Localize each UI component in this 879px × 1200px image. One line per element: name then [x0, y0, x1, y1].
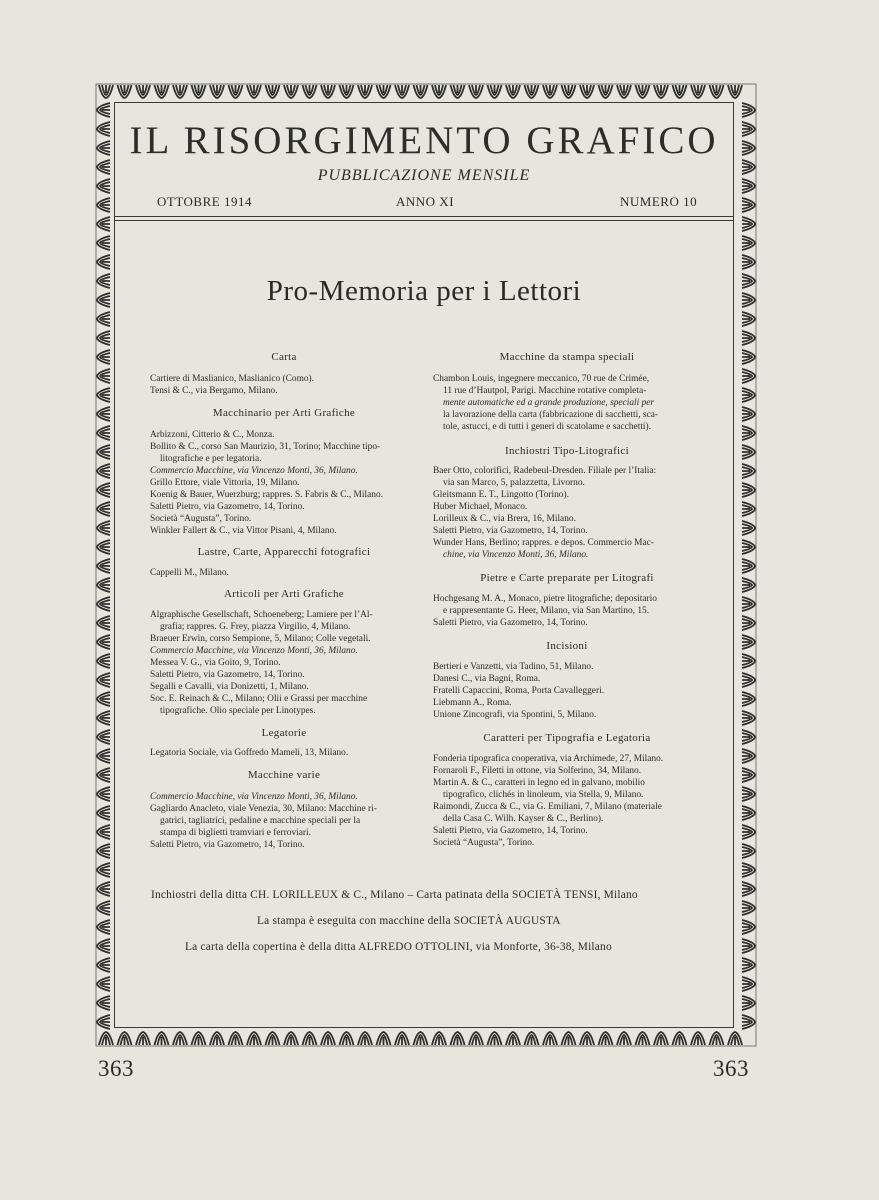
border-ornament	[97, 464, 110, 478]
border-ornament	[97, 749, 110, 763]
border-ornament	[97, 540, 110, 554]
footer-line-2: La stampa è eseguita con macchine della SOCIETÀ AUGUSTA	[257, 915, 561, 927]
border-ornament	[118, 85, 132, 98]
footer-line-1: Inchiostri della ditta CH. LORILLEUX & C., Milano – Carta patinata della SOCIETÀ TENSI, Milano	[151, 889, 638, 901]
list-item: Tensi & C., via Bergamo, Milano.	[150, 386, 278, 396]
border-ornament	[340, 85, 354, 98]
list-item: Gagliardo Anacleto, viale Venezia, 30, Milano: Macchine ri-	[150, 804, 377, 814]
border-ornament	[136, 1032, 150, 1045]
border-ornament	[742, 920, 755, 934]
border-ornament	[543, 1032, 557, 1045]
section-heading-inchiostri: Inchiostri Tipo-Litografici	[505, 445, 629, 457]
border-ornament	[173, 1032, 187, 1045]
list-item	[433, 386, 701, 397]
list-item: Cartiere di Maslianico, Maslianico (Como).	[150, 374, 315, 384]
footer-line-3: La carta della copertina è della ditta ALFREDO OTTOLINI, via Monforte, 36-38, Milano	[185, 941, 612, 953]
list-item: Fonderia tipografica cooperativa, via Archimede, 27, Milano.	[433, 754, 664, 764]
list-item: Soc. E. Reinach & C., Milano; Olii e Grassi per macchine	[150, 694, 368, 704]
list-item: Bertieri e Vanzetti, via Tadino, 51, Milano.	[433, 662, 594, 672]
list-item: Grillo Ettore, viale Vittoria, 19, Milano.	[150, 478, 300, 488]
border-ornament	[97, 331, 110, 345]
border-ornament	[742, 654, 755, 668]
list-item: Società “Augusta”, Torino.	[150, 514, 252, 524]
border-ornament	[97, 578, 110, 592]
list-item	[433, 422, 701, 433]
border-ornament	[97, 711, 110, 725]
header-rule-2	[114, 220, 734, 221]
list-item	[433, 550, 701, 561]
border-ornament	[728, 1032, 742, 1045]
list-item: Saletti Pietro, via Gazometro, 14, Torino.	[150, 502, 305, 512]
border-ornament	[321, 1032, 335, 1045]
section-heading-pietre: Pietre e Carte preparate per Litografi	[480, 572, 654, 584]
list-item	[433, 478, 701, 489]
list-item-continuation: stampa di biglietti tramviari e ferroviari.	[160, 828, 311, 838]
border-ornament	[377, 1032, 391, 1045]
border-ornament	[97, 882, 110, 896]
border-ornament	[525, 1032, 539, 1045]
border-ornament	[451, 85, 465, 98]
border-ornament	[97, 863, 110, 877]
list-item: Saletti Pietro, via Gazometro, 14, Torino.	[433, 618, 588, 628]
border-ornament	[97, 939, 110, 953]
border-ornament	[742, 863, 755, 877]
border-ornament	[691, 1032, 705, 1045]
border-ornament	[742, 711, 755, 725]
list-item: Commercio Macchine, via Vincenzo Monti, 36, Milano.	[150, 466, 358, 476]
border-ornament	[97, 160, 110, 174]
border-ornament	[636, 1032, 650, 1045]
border-ornament	[742, 578, 755, 592]
masthead-subtitle: PUBBLICAZIONE MENSILE	[317, 167, 531, 184]
section-heading-lastre: Lastre, Carte, Apparecchi fotografici	[197, 546, 371, 558]
issue-number: NUMERO 10	[620, 194, 698, 209]
border-ornament	[673, 1032, 687, 1045]
page-number-left: 363	[98, 1056, 134, 1081]
border-ornament	[742, 977, 755, 991]
border-ornament	[97, 996, 110, 1010]
border-ornament	[742, 559, 755, 573]
border-ornament	[303, 85, 317, 98]
header-rule	[114, 216, 734, 217]
border-ornament	[210, 85, 224, 98]
border-ornament	[97, 616, 110, 630]
issue-year: ANNO XI	[396, 194, 455, 209]
border-ornament	[266, 1032, 280, 1045]
list-item	[433, 410, 701, 421]
border-ornament	[506, 85, 520, 98]
border-ornament	[742, 635, 755, 649]
border-ornament	[742, 464, 755, 478]
list-item: Winkler Fallert & C., via Vittor Pisani, 4, Milano.	[150, 526, 337, 536]
border-ornament	[155, 85, 169, 98]
list-item: Koenig & Bauer, Wuerzburg; rappres. S. Fabris & C., Milano.	[150, 490, 383, 500]
border-ornament	[99, 85, 113, 98]
list-item: Saletti Pietro, via Gazometro, 14, Torino.	[433, 526, 588, 536]
border-ornament	[742, 350, 755, 364]
border-ornament	[742, 673, 755, 687]
border-ornament	[97, 806, 110, 820]
list-item-continuation: e rappresentante G. Heer, Milano, via San Martino, 15.	[443, 606, 650, 616]
border-ornament	[192, 85, 206, 98]
border-ornament	[229, 1032, 243, 1045]
list-item	[433, 790, 701, 801]
border-ornament	[414, 1032, 428, 1045]
border-ornament	[358, 1032, 372, 1045]
border-ornament	[97, 255, 110, 269]
border-ornament	[636, 85, 650, 98]
list-item	[150, 454, 418, 465]
border-ornament	[395, 1032, 409, 1045]
border-ornament	[97, 312, 110, 326]
list-item: Braeuer Erwin, corso Sempione, 5, Milano; Colle vegetali.	[150, 634, 371, 644]
list-item	[433, 398, 701, 409]
border-ornament	[742, 445, 755, 459]
border-ornament	[97, 236, 110, 250]
section-heading-macchinario: Macchinario per Arti Grafiche	[212, 407, 356, 419]
page-title: Pro-Memoria per i Lettori	[266, 275, 582, 307]
border-ornament	[247, 85, 261, 98]
border-ornament	[97, 217, 110, 231]
border-ornament	[451, 1032, 465, 1045]
list-item-continuation: la lavorazione della carta (fabbricazione di sacchetti, sca-	[443, 410, 658, 420]
border-ornament	[97, 122, 110, 136]
border-ornament	[617, 85, 631, 98]
list-item-continuation: tipografico, clichés in linoleum, via Stella, 9, Milano.	[443, 790, 644, 800]
border-ornament	[247, 1032, 261, 1045]
border-ornament	[742, 958, 755, 972]
border-ornament	[742, 255, 755, 269]
border-ornament	[728, 85, 742, 98]
list-item: Saletti Pietro, via Gazometro, 14, Torino.	[150, 840, 305, 850]
border-ornament	[97, 103, 110, 117]
border-ornament	[742, 407, 755, 421]
list-item: Bollito & C., corso San Maurizio, 31, Torino; Macchine tipo-	[150, 442, 381, 452]
border-ornament	[742, 806, 755, 820]
border-ornament	[742, 844, 755, 858]
list-item: Unione Zincografi, via Spontini, 5, Milano.	[433, 710, 597, 720]
list-item-continuation: mente automatiche ed a grande produzione, speciali per	[443, 398, 655, 408]
border-ornament	[580, 85, 594, 98]
border-ornament	[654, 85, 668, 98]
border-ornament	[97, 407, 110, 421]
border-ornament	[97, 274, 110, 288]
border-ornament	[432, 85, 446, 98]
border-ornament	[97, 445, 110, 459]
border-ornament	[562, 85, 576, 98]
list-item	[433, 606, 701, 617]
list-item: Legatoria Sociale, via Goffredo Mameli, 13, Milano.	[150, 748, 349, 758]
border-ornament	[525, 85, 539, 98]
border-ornament	[97, 673, 110, 687]
border-ornament	[395, 85, 409, 98]
border-ornament	[742, 730, 755, 744]
border-ornament	[742, 882, 755, 896]
border-ornament	[742, 939, 755, 953]
border-ornament	[97, 901, 110, 915]
border-ornament	[97, 844, 110, 858]
border-ornament	[742, 692, 755, 706]
border-ornament	[97, 958, 110, 972]
border-ornament	[742, 502, 755, 516]
border-ornament	[136, 85, 150, 98]
border-ornament	[742, 483, 755, 497]
list-item: Algraphische Gesellschaft, Schoeneberg; Lamiere per l’Al-	[150, 610, 373, 620]
border-ornament	[742, 369, 755, 383]
border-ornament	[506, 1032, 520, 1045]
list-item-continuation: 11 rue d’Hautpol, Parigi. Macchine rotative completa-	[443, 386, 647, 396]
border-ornament	[210, 1032, 224, 1045]
list-item: Liebmann A., Roma.	[433, 698, 512, 708]
list-item: Huber Michael, Monaco.	[433, 502, 528, 512]
border-ornament	[742, 160, 755, 174]
list-item: Chambon Louis, ingegnere meccanico, 70 rue de Crimée,	[433, 374, 650, 384]
border-ornament	[617, 1032, 631, 1045]
border-ornament	[742, 312, 755, 326]
border-ornament	[97, 350, 110, 364]
border-ornament	[742, 1015, 755, 1029]
list-item: Baer Otto, colorifici, Radebeul-Dresden. Filiale per l’Italia:	[433, 466, 657, 476]
list-item: Danesi C., via Bagni, Roma.	[433, 674, 541, 684]
border-ornament	[377, 85, 391, 98]
border-ornament	[562, 1032, 576, 1045]
list-item: Wunder Hans, Berlino; rappres. e depos. Commercio Mac-	[433, 538, 654, 548]
list-item: Arbizzoni, Citterio & C., Monza.	[150, 430, 275, 440]
section-heading-carta: Carta	[271, 351, 297, 363]
border-ornament	[340, 1032, 354, 1045]
border-ornament	[97, 198, 110, 212]
list-item	[150, 816, 418, 827]
border-ornament	[97, 141, 110, 155]
border-ornament	[742, 179, 755, 193]
list-item: Commercio Macchine, via Vincenzo Monti, 36, Milano.	[150, 646, 358, 656]
border-ornament	[97, 293, 110, 307]
border-ornament	[97, 1015, 110, 1029]
border-ornament	[97, 521, 110, 535]
list-item: Martin A. & C., caratteri in legno ed in galvano, mobilio	[433, 778, 645, 788]
border-ornament	[97, 787, 110, 801]
border-ornament	[97, 426, 110, 440]
list-item: Segalli e Cavalli, via Donizetti, 1, Milano.	[150, 682, 309, 692]
left-column	[150, 352, 418, 852]
border-ornament	[97, 768, 110, 782]
list-item-continuation: via san Marco, 5, palazzetta, Livorno.	[443, 478, 585, 488]
border-ornament	[742, 787, 755, 801]
list-item-continuation: litografiche e per legatoria.	[160, 454, 262, 464]
border-ornament	[284, 1032, 298, 1045]
border-ornament	[414, 85, 428, 98]
border-ornament	[97, 730, 110, 744]
list-item: Messea V. G., via Goito, 9, Torino.	[150, 658, 281, 668]
list-item: Gleitsmann E. T., Lingotto (Torino).	[433, 490, 569, 500]
border-ornament	[97, 369, 110, 383]
list-item: Cappelli M., Milano.	[150, 568, 229, 578]
border-ornament	[266, 85, 280, 98]
border-ornament	[742, 103, 755, 117]
list-item: Fornaroli F., Filetti in ottone, via Solferino, 34, Milano.	[433, 766, 642, 776]
border-ornament	[742, 616, 755, 630]
border-ornament	[580, 1032, 594, 1045]
border-ornament	[173, 85, 187, 98]
border-ornament	[742, 597, 755, 611]
masthead-title: IL RISORGIMENTO GRAFICO	[129, 119, 719, 162]
border-ornament	[97, 635, 110, 649]
border-ornament	[710, 1032, 724, 1045]
list-item: Saletti Pietro, via Gazometro, 14, Torino.	[150, 670, 305, 680]
border-ornament	[488, 85, 502, 98]
border-ornament	[742, 293, 755, 307]
border-ornament	[97, 654, 110, 668]
border-ornament	[742, 141, 755, 155]
list-item	[433, 814, 701, 825]
list-item-continuation: tole, astucci, e di tutti i generi di scatolame e sacchetti).	[443, 422, 651, 432]
border-ornament	[742, 768, 755, 782]
border-ornament	[599, 85, 613, 98]
border-ornament	[742, 331, 755, 345]
border-ornament	[742, 217, 755, 231]
border-ornament	[710, 85, 724, 98]
border-ornament	[432, 1032, 446, 1045]
list-item: Società “Augusta”, Torino.	[433, 838, 535, 848]
border-ornament	[97, 692, 110, 706]
border-ornament	[543, 85, 557, 98]
border-ornament	[742, 825, 755, 839]
border-ornament	[303, 1032, 317, 1045]
list-item-continuation: grafia; rappres. G. Frey, piazza Virgilio, 4, Milano.	[160, 622, 351, 632]
section-heading-caratteri: Caratteri per Tipografia e Legatoria	[483, 732, 651, 744]
border-ornament	[97, 977, 110, 991]
border-ornament	[358, 85, 372, 98]
border-ornament	[97, 825, 110, 839]
section-heading-varie: Macchine varie	[247, 769, 321, 781]
section-heading-articoli: Articoli per Arti Grafiche	[224, 588, 344, 600]
border-ornament	[97, 559, 110, 573]
list-item-continuation: tipografiche. Olio speciale per Linotypes.	[160, 706, 316, 716]
border-ornament	[673, 85, 687, 98]
border-ornament	[742, 521, 755, 535]
border-ornament	[97, 388, 110, 402]
border-ornament	[155, 1032, 169, 1045]
list-item: Saletti Pietro, via Gazometro, 14, Torino.	[433, 826, 588, 836]
section-heading-speciali: Macchine da stampa speciali	[499, 351, 635, 363]
border-ornament	[118, 1032, 132, 1045]
border-ornament	[284, 85, 298, 98]
list-item: Hochgesang M. A., Monaco, pietre litografiche; depositario	[433, 594, 657, 604]
right-column	[433, 352, 701, 852]
border-ornament	[97, 179, 110, 193]
border-ornament	[742, 749, 755, 763]
list-item	[150, 622, 418, 633]
border-ornament	[99, 1032, 113, 1045]
border-ornament	[742, 996, 755, 1010]
list-item: Commercio Macchine, via Vincenzo Monti, 36, Milano.	[150, 792, 358, 802]
border-ornament	[742, 236, 755, 250]
border-ornament	[742, 198, 755, 212]
section-heading-incisioni: Incisioni	[546, 640, 588, 652]
border-ornament	[488, 1032, 502, 1045]
section-heading-legatorie: Legatorie	[261, 727, 307, 739]
list-item: Fratelli Capaccini, Roma, Porta Cavalleggeri.	[433, 686, 605, 696]
border-ornament	[742, 901, 755, 915]
border-ornament	[691, 85, 705, 98]
border-ornament	[742, 274, 755, 288]
list-item: Raimondi, Zucca & C., via G. Emiliani, 7, Milano (materiale	[433, 802, 662, 812]
list-item-continuation: della Casa C. Wilh. Kayser & C., Berlino).	[443, 814, 604, 824]
list-item	[150, 706, 418, 717]
border-ornament	[654, 1032, 668, 1045]
border-ornament	[97, 920, 110, 934]
border-ornament	[97, 483, 110, 497]
border-ornament	[469, 85, 483, 98]
border-ornament	[97, 502, 110, 516]
border-ornament	[742, 426, 755, 440]
list-item-continuation: gatrici, tagliatrici, pedaline e macchine speciali per la	[160, 816, 361, 826]
list-item	[150, 828, 418, 839]
border-ornament	[229, 85, 243, 98]
border-ornament	[742, 122, 755, 136]
border-ornament	[599, 1032, 613, 1045]
border-ornament	[321, 85, 335, 98]
list-item-continuation: chine, via Vincenzo Monti, 36, Milano.	[443, 550, 589, 560]
border-ornament	[97, 597, 110, 611]
issue-date: OTTOBRE 1914	[157, 194, 252, 209]
list-item: Lorilleux & C., via Brera, 16, Milano.	[433, 514, 576, 524]
border-ornament	[742, 388, 755, 402]
border-ornament	[742, 540, 755, 554]
page-number-right: 363	[713, 1056, 749, 1081]
border-ornament	[469, 1032, 483, 1045]
border-ornament	[192, 1032, 206, 1045]
